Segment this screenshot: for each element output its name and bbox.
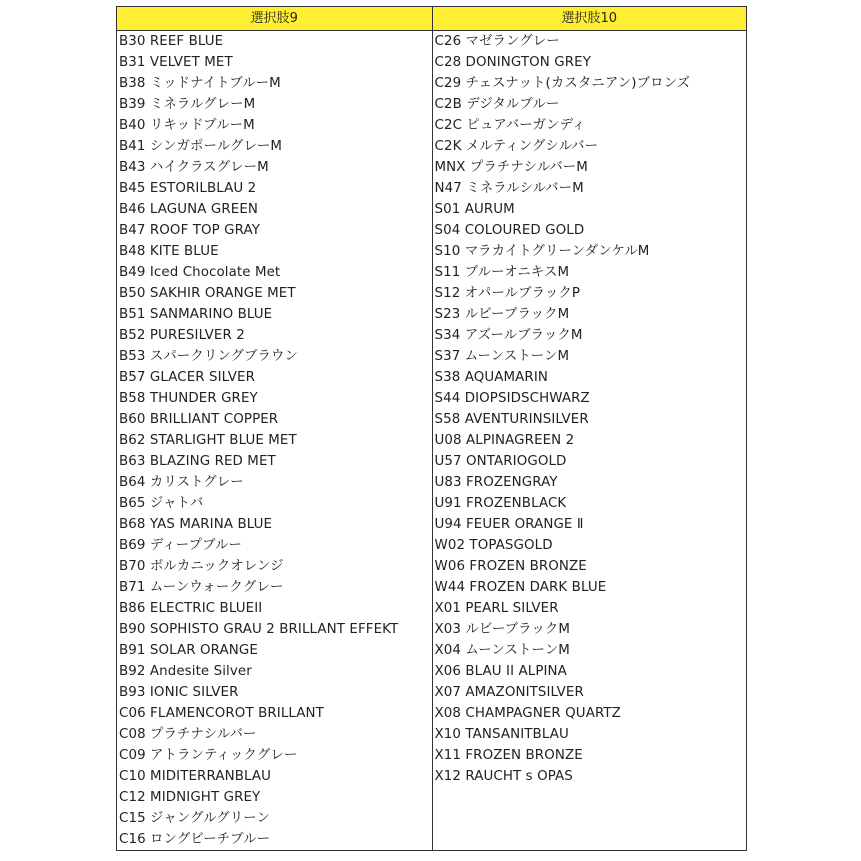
option-10-cell [432,31,747,851]
list-item: S12 オパールブラックP [434,286,580,301]
list-item: X10 TANSANITBLAU [434,727,569,742]
list-item: B50 SAKHIR ORANGE MET [119,286,296,301]
list-row [117,31,747,851]
list-item: X08 CHAMPAGNER QUARTZ [434,706,621,721]
list-item: B63 BLAZING RED MET [119,454,276,469]
list-item: W02 TOPASGOLD [434,538,553,553]
list-item: B58 THUNDER GREY [119,391,258,406]
list-item: B48 KITE BLUE [119,244,219,259]
header-row [117,7,747,31]
list-item: B51 SANMARINO BLUE [119,307,273,322]
list-item: B86 ELECTRIC BLUEII [119,601,263,616]
list-item: X12 RAUCHT s OPAS [434,769,573,784]
list-item: S38 AQUAMARIN [434,370,549,385]
list-item: C2K メルティングシルバー [434,139,599,154]
list-item: B62 STARLIGHT BLUE MET [119,433,297,448]
list-item: C28 DONINGTON GREY [434,55,591,70]
option-9-cell [117,31,433,851]
list-item: B53 スパークリングブラウン [119,349,299,364]
list-item: MNX プラチナシルバーM [434,160,588,175]
list-item: U83 FROZENGRAY [434,475,558,490]
list-item: N47 ミネラルシルバーM [434,181,584,196]
list-item: S44 DIOPSIDSCHWARZ [434,391,590,406]
list-item: X11 FROZEN BRONZE [434,748,583,763]
list-item: C12 MIDNIGHT GREY [119,790,261,805]
list-item: C26 マゼラングレー [434,34,560,49]
list-item: U08 ALPINAGREEN 2 [434,433,575,448]
list-item: C2C ピュアバーガンディ [434,118,586,133]
list-item: C06 FLAMENCOROT BRILLANT [119,706,324,721]
list-item: U94 FEUER ORANGE Ⅱ [434,517,584,532]
list-item: U57 ONTARIOGOLD [434,454,567,469]
list-item: B46 LAGUNA GREEN [119,202,259,217]
list-item: C10 MIDITERRANBLAU [119,769,272,784]
list-item: B91 SOLAR ORANGE [119,643,258,658]
list-item: B92 Andesite Silver [119,664,252,679]
list-item: B38 ミッドナイトブルーM [119,76,281,91]
list-item: C29 チェスナット(カスタニアン)ブロンズ [434,76,691,91]
list-item: B60 BRILLIANT COPPER [119,412,279,427]
list-item: W06 FROZEN BRONZE [434,559,587,574]
list-item: X07 AMAZONITSILVER [434,685,584,700]
list-item: U91 FROZENBLACK [434,496,567,511]
list-item: C16 ロングビーチブルー [119,832,271,847]
list-item: S23 ルビーブラックM [434,307,570,322]
list-item: B64 カリストグレー [119,475,244,490]
list-item: B40 リキッドブルーM [119,118,255,133]
list-item: X03 ルビーブラックM [434,622,570,637]
list-item: B93 IONIC SILVER [119,685,239,700]
list-item: B69 ディープブルー [119,538,243,553]
header-option-10: 選択肢10 [432,7,747,31]
list-item: C09 アトランティックグレー [119,748,298,763]
list-item: S11 ブルーオニキスM [434,265,570,280]
list-item: S10 マラカイトグリーンダンケルM [434,244,650,259]
list-item: X01 PEARL SILVER [434,601,559,616]
list-item: B52 PURESILVER 2 [119,328,245,343]
list-item: B57 GLACER SILVER [119,370,255,385]
list-item: C2B デジタルブルー [434,97,560,112]
list-item: B31 VELVET MET [119,55,233,70]
list-item: B47 ROOF TOP GRAY [119,223,261,238]
list-item: B71 ムーンウォークグレー [119,580,284,595]
list-item: B45 ESTORILBLAU 2 [119,181,257,196]
list-item: B49 Iced Chocolate Met [119,265,281,280]
option-9-list [117,31,432,850]
list-item: B70 ボルカニックオレンジ [119,559,284,574]
list-item: B65 ジャトバ [119,496,204,511]
list-item: B43 ハイクラスグレーM [119,160,269,175]
option-10-list [433,31,747,787]
list-item: B90 SOPHISTO GRAU 2 BRILLANT EFFEKT [119,622,399,637]
list-item: S01 AURUM [434,202,515,217]
list-item: C08 プラチナシルバー [119,727,257,742]
header-option-9: 選択肢9 [117,7,433,31]
list-item: X06 BLAU II ALPINA [434,664,567,679]
list-item: B39 ミネラルグレーM [119,97,256,112]
list-item: S37 ムーンストーンM [434,349,570,364]
color-options-table [116,6,747,851]
list-item: X04 ムーンストーンM [434,643,570,658]
list-item: B30 REEF BLUE [119,34,224,49]
list-item: B41 シンガポールグレーM [119,139,283,154]
list-item: S04 COLOURED GOLD [434,223,585,238]
list-item: B68 YAS MARINA BLUE [119,517,273,532]
list-item: C15 ジャングルグリーン [119,811,270,826]
list-item: S58 AVENTURINSILVER [434,412,589,427]
list-item: S34 アズールブラックM [434,328,583,343]
list-item: W44 FROZEN DARK BLUE [434,580,607,595]
